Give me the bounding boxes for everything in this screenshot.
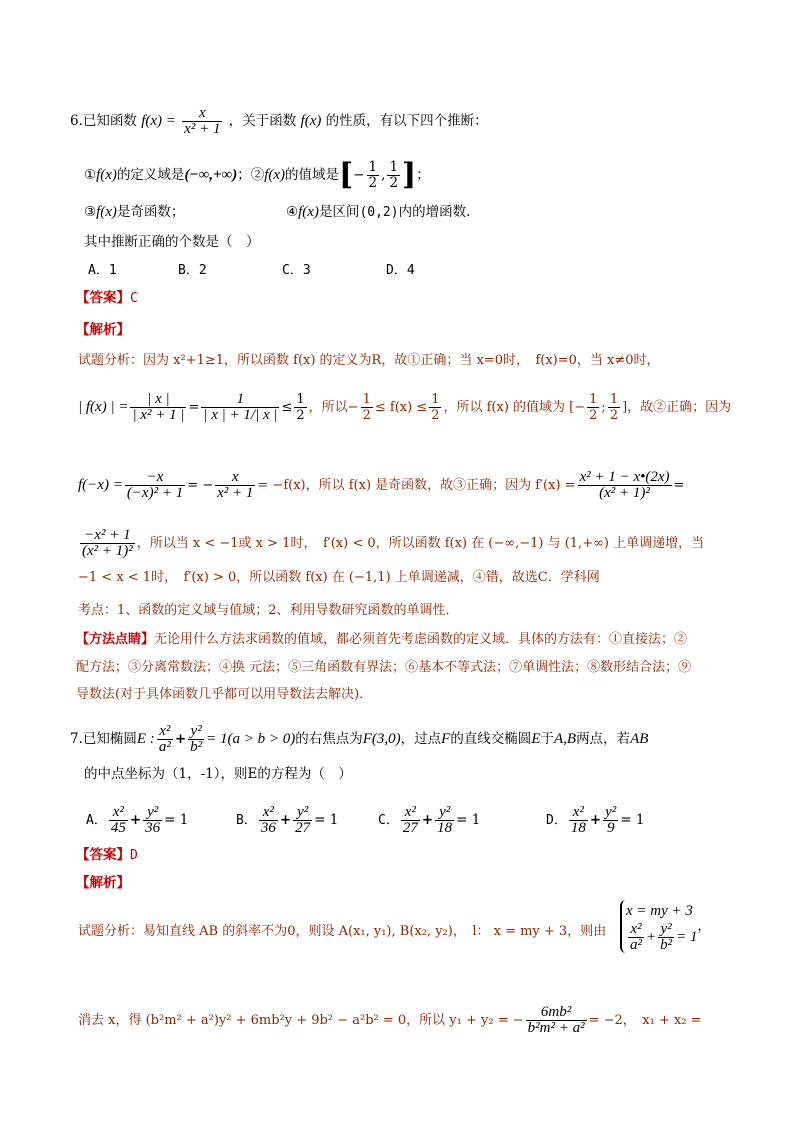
q7-a-eq: = 1 bbox=[164, 812, 189, 828]
q6-a2-frac-3 bbox=[294, 392, 306, 423]
q6-a3-frac-2 bbox=[215, 470, 255, 501]
q7-sys-eq-rhs: = 1 bbox=[676, 928, 698, 945]
q6-a2-t1: ，所以− bbox=[308, 400, 359, 415]
q6-a2-f1-num: | x | bbox=[130, 392, 186, 408]
q6-method-tag: 【方法点睛】 bbox=[76, 632, 155, 647]
q7-sys-x-num: x² bbox=[628, 922, 644, 938]
q6-a2-frac-5 bbox=[429, 392, 441, 423]
q7-c-x-num: x² bbox=[401, 805, 420, 821]
q6-a2-f5-den: 2 bbox=[431, 408, 440, 423]
q6-range-frac-2 bbox=[387, 160, 400, 191]
q7-answer bbox=[76, 845, 138, 866]
q6-a3-f1-num: −x bbox=[125, 470, 185, 486]
q6-method-line-1 bbox=[76, 630, 687, 650]
q7-c-frac-x bbox=[401, 805, 420, 836]
q6-p2-mark: ；② bbox=[237, 167, 265, 183]
q6-a2-t4: ; bbox=[601, 400, 606, 415]
q6-a2-le: ≤ bbox=[281, 400, 293, 415]
q7-sys-eq-2: $\frac{\text{x²}}{\text{a²}}$ + $\frac{\text{y²}}{\text{b²}}$ = 1 bbox=[630, 921, 698, 953]
q6-a2-t3: ，所以 f(x) 的值域为 [− bbox=[443, 400, 586, 415]
q6-stem-text-3: 的性质，有以下四个推断： bbox=[325, 113, 488, 129]
q7-plus: + bbox=[174, 731, 187, 747]
q6-range-frac-1 bbox=[367, 160, 380, 191]
q7-sys-y-den: b² bbox=[660, 937, 673, 953]
q6-a4-num: −x² + 1 bbox=[80, 528, 135, 544]
q7-point-f: F bbox=[441, 731, 451, 747]
q7-frac-x-num: x² bbox=[157, 724, 173, 740]
q7-focus: F(3,0) bbox=[362, 731, 401, 747]
q7-a-x-num: x² bbox=[109, 805, 128, 821]
q6-p2-end: ； bbox=[416, 167, 430, 183]
q6-a3-f2-num: x bbox=[215, 470, 255, 486]
q6-a3-f2-den: x² + 1 bbox=[217, 485, 254, 501]
q6-mark-4: ④ bbox=[286, 204, 299, 220]
q7-frac-y-den: b² bbox=[190, 739, 203, 755]
q7-stem-text: 7.已知椭圆 bbox=[70, 731, 137, 747]
q6-analysis-line-1: 试题分析：因为 x²+1≥1，所以函数 f(x) 的定义为R，故①正确；当 x=0时， f(x)=0，当 x≠0时， bbox=[78, 353, 660, 368]
q7-b-x-den: 36 bbox=[260, 820, 276, 836]
q7-c-x-den: 27 bbox=[402, 820, 418, 836]
q7-stem-text-4: 的直线交椭圆 bbox=[450, 731, 532, 747]
q6-answer-value: C bbox=[130, 291, 138, 306]
q6-p3-text: 是奇函数； bbox=[116, 204, 185, 220]
q7-c-y-num: y² bbox=[435, 805, 454, 821]
q7-d-x-den: 18 bbox=[570, 820, 586, 836]
q7-d-y-den: 9 bbox=[606, 820, 615, 836]
q6-p1-domain: (−∞,+∞) bbox=[184, 167, 238, 183]
q6-a3-f1-den: (−x)² + 1 bbox=[126, 485, 184, 501]
q6-range-den-1: 2 bbox=[368, 175, 378, 191]
q6-a3-t2: = −f(x)，所以 f(x) 是奇函数，故③正确；因为 f′(x) = bbox=[257, 478, 576, 493]
q6-a2-frac-2 bbox=[201, 392, 279, 423]
q6-a2-f4-den: 2 bbox=[362, 408, 371, 423]
q7-d-x-num: x² bbox=[569, 805, 588, 821]
q7-d-frac-x bbox=[569, 805, 588, 836]
q6-a2-frac-6 bbox=[587, 392, 599, 423]
q6-a2-f7-den: 2 bbox=[609, 408, 619, 423]
q7-stem bbox=[70, 724, 648, 755]
q7-a-frac-y bbox=[143, 805, 162, 836]
q7-a2-t2: = −2， x₁ + x₂ = bbox=[588, 1013, 702, 1028]
q6-right-bracket: ] bbox=[402, 157, 417, 193]
q7-ab: A,B bbox=[553, 731, 577, 747]
q6-a2-f2-den: | x | + 1/| x | bbox=[203, 407, 278, 423]
q7-analysis-tag bbox=[76, 873, 130, 893]
q6-a4-den: (x² + 1)² bbox=[82, 543, 133, 559]
q6-stem-text: 6.已知函数 bbox=[70, 113, 137, 129]
q6-a2-f3-den: 2 bbox=[296, 408, 305, 423]
q7-c-frac-y bbox=[435, 805, 454, 836]
q7-analysis-label: 【解析】 bbox=[76, 875, 130, 891]
q7-frac-y-num: y² bbox=[188, 724, 204, 740]
q6-p4-text: 是区间 bbox=[318, 204, 360, 220]
q6-answer-tag: 【答案】 bbox=[76, 290, 130, 306]
q7-d-eq: = 1 bbox=[620, 812, 645, 828]
q6-a2-f2-num: 1 bbox=[201, 392, 279, 408]
q6-left-bracket: [ bbox=[339, 157, 354, 193]
q7-system-brace bbox=[620, 900, 698, 953]
q6-method-text-1: 无论用什么方法求函数的值域，都必须首先考虑函数的定义域．具体的方法有：①直接法；② bbox=[154, 632, 688, 647]
q6-propositions-1-2: ①f(x)的定义域是(−∞,+∞)；②f(x)的值域是[− $\frac{1}{2}$ , $\frac{1}{2}$ ]； bbox=[84, 157, 430, 193]
q6-ask: 其中推断正确的个数是（ ） bbox=[84, 234, 260, 250]
q7-answer-tag: 【答案】 bbox=[76, 847, 130, 863]
q6-range-num-1: 1 bbox=[368, 159, 378, 175]
q7-stem-line-2: 的中点坐标为（1，-1），则E的方程为（ ） bbox=[84, 766, 352, 782]
q7-a2-den: b²m² + a² bbox=[527, 1020, 585, 1036]
q6-p2-func: f(x) bbox=[264, 167, 286, 183]
q7-analysis-line-2 bbox=[78, 1005, 702, 1036]
q6-a2-f1-den: | x² + 1 | bbox=[132, 407, 185, 423]
q7-option-b-label: B． bbox=[236, 813, 257, 828]
q6-a2-frac-1 bbox=[130, 392, 186, 423]
q6-a4-frac bbox=[80, 528, 135, 559]
q7-e2: E bbox=[531, 731, 541, 747]
q6-a3-f3-num: x² + 1 − x•(2x) bbox=[579, 469, 670, 485]
q7-equation-system bbox=[620, 900, 711, 953]
q7-a1-text: 试题分析：易知直线 AB 的斜率不为0，则设 A(x₁, y₁), B(x₂, y₂)， l： x = my + 3，则由 bbox=[78, 924, 607, 939]
q6-analysis-line-4 bbox=[78, 528, 704, 559]
q6-p4-text-2: 内的增函数. bbox=[398, 204, 471, 220]
q7-option-a: A． $\frac{\text{x²}}{45}$ + $\frac{\text{y²}}{36}$ = 1 bbox=[86, 804, 189, 836]
q7-sys-y-num: y² bbox=[658, 922, 674, 938]
q7-eq: = 1(a > b > 0) bbox=[206, 731, 296, 747]
q7-b-x-num: x² bbox=[259, 805, 278, 821]
q7-e-label: E : bbox=[136, 731, 155, 747]
q7-analysis-line-1 bbox=[78, 922, 606, 942]
q7-a-y-den: 36 bbox=[145, 820, 161, 836]
q6-option-b: B．2 bbox=[178, 263, 207, 278]
q7-stem-text-2: 的右焦点为 bbox=[295, 731, 363, 747]
q7-frac-x bbox=[157, 724, 173, 755]
q7-b-y-num: y² bbox=[293, 805, 312, 821]
q7-option-d: D． $\frac{\text{x²}}{18}$ + $\frac{\text{y²}}{9}$ = 1 bbox=[546, 804, 645, 836]
q6-a2-f5-num: 1 bbox=[431, 392, 440, 407]
q7-c-y-den: 18 bbox=[437, 820, 453, 836]
q6-a2-frac-4 bbox=[361, 392, 373, 423]
q6-range-num-2: 1 bbox=[389, 159, 399, 175]
q6-range-den-2: 2 bbox=[389, 175, 399, 191]
q6-a2-f7-num: 1 bbox=[609, 392, 619, 407]
q6-func2: f(x) bbox=[300, 113, 322, 129]
q7-a2-t1: 消去 x，得 (b²m² + a²)y² + 6mb²y + 9b² − a²b² = 0，所以 y₁ + y₂ = − bbox=[78, 1013, 524, 1028]
q6-method-line-3: 导数法(对于具体函数几乎都可以用导数法去解决)． bbox=[76, 687, 373, 702]
q6-p3-func: f(x) bbox=[96, 204, 117, 220]
q6-func-num: x bbox=[182, 106, 222, 122]
q6-stem-text-2: ，关于函数 bbox=[228, 113, 297, 129]
q6-func-label: f(x) = bbox=[141, 113, 176, 129]
q6-p4-interval: (0,2) bbox=[359, 205, 399, 220]
q7-option-c-label: C． bbox=[378, 813, 399, 828]
q7-frac-y bbox=[188, 724, 204, 755]
q7-stem-text-6: 两点，若 bbox=[576, 731, 631, 747]
q6-a3-f3-den: (x² + 1)² bbox=[599, 485, 650, 501]
q6-analysis-tag bbox=[76, 320, 130, 340]
q6-p1-text: 的定义域是 bbox=[116, 167, 185, 183]
q7-c-eq: = 1 bbox=[456, 812, 481, 828]
q7-a2-num: 6mb² bbox=[526, 1005, 587, 1021]
q6-method-line-2: 配方法；③分离常数法；④换 元法；⑤三角函数有界法；⑥基本不等式法；⑦单调性法；⑧数形结合法；⑨ bbox=[76, 660, 692, 675]
q6-prop-3 bbox=[84, 202, 184, 222]
q6-analysis-line-3 bbox=[78, 470, 684, 501]
q7-d-frac-y bbox=[603, 805, 618, 836]
q7-option-a-label: A． bbox=[86, 813, 107, 828]
q6-mark-3: ③ bbox=[84, 204, 97, 220]
q6-a2-lhs: | f(x) | = bbox=[78, 399, 129, 415]
q7-b-frac-y bbox=[293, 805, 312, 836]
q6-a2-f3-num: 1 bbox=[296, 392, 305, 407]
q6-analysis-line-5: −1 < x < 1时， f′(x) > 0，所以函数 f(x) 在 (−1,1) 上单调递减，④错，故选C．学科网 bbox=[78, 570, 600, 585]
q6-analysis-line-2 bbox=[78, 392, 731, 423]
q6-p2-text: 的值域是 bbox=[285, 167, 340, 183]
q7-stem-text-3: ，过点 bbox=[400, 731, 442, 747]
q7-sys-frac-y bbox=[658, 922, 674, 953]
q7-sys-eq-1: x = my + 3 bbox=[626, 903, 693, 919]
q6-func-fraction bbox=[182, 106, 222, 137]
q6-option-c: C．3 bbox=[282, 263, 311, 278]
q6-a3-frac-1 bbox=[125, 470, 185, 501]
q6-a2-eq: = bbox=[188, 400, 200, 415]
q6-stem bbox=[70, 106, 488, 137]
q7-a-y-num: y² bbox=[143, 805, 162, 821]
q6-a2-frac-7 bbox=[608, 392, 620, 423]
q6-a2-t5: ]，故②正确；因为 bbox=[622, 400, 732, 415]
q7-option-b: B． $\frac{\text{x²}}{36}$ + $\frac{\text{y²}}{27}$ = 1 bbox=[236, 804, 339, 836]
q6-a2-t2: ≤ f(x) ≤ bbox=[374, 400, 428, 415]
q6-a3-t3: = bbox=[673, 478, 685, 493]
q6-a2-f4-num: 1 bbox=[362, 392, 371, 407]
q6-a3-t1: = − bbox=[187, 478, 214, 493]
q6-p1-func: f(x) bbox=[96, 167, 117, 183]
q6-a2-f6-den: 2 bbox=[589, 408, 598, 423]
q7-option-c: C． $\frac{\text{x²}}{27}$ + $\frac{\text{y²}}{18}$ = 1 bbox=[378, 804, 481, 836]
q6-prop-4 bbox=[286, 202, 470, 223]
q6-p4-func: f(x) bbox=[298, 204, 319, 220]
q6-option-d: D．4 bbox=[386, 263, 415, 278]
q7-sys-x-den: a² bbox=[630, 937, 642, 953]
q6-a4-text: ，所以当 x < −1或 x > 1时， f′(x) < 0，所以函数 f(x) 在 (−∞,−1) 与 (1,+∞) 上单调递增，当 bbox=[136, 536, 705, 551]
q7-a-frac-x bbox=[109, 805, 128, 836]
q7-b-frac-x bbox=[259, 805, 278, 836]
q7-b-eq: = 1 bbox=[314, 812, 339, 828]
q6-point: 考点：1、函数的定义域与值域；2、利用导数研究函数的单调性． bbox=[78, 603, 459, 618]
q7-a2-frac bbox=[526, 1005, 587, 1036]
q7-sys-end: ， bbox=[697, 919, 711, 934]
q7-b-y-den: 27 bbox=[295, 820, 311, 836]
q7-answer-value: D bbox=[130, 848, 138, 863]
q7-sys-frac-x bbox=[628, 922, 644, 953]
q6-option-a: A．1 bbox=[88, 263, 117, 278]
q6-func-den: x² + 1 bbox=[184, 121, 221, 137]
q6-a3-frac-3 bbox=[578, 470, 672, 501]
q6-answer bbox=[76, 288, 138, 309]
q7-frac-x-den: a² bbox=[158, 739, 171, 755]
q7-d-y-num: y² bbox=[605, 804, 617, 820]
q6-mark-1: ① bbox=[84, 167, 97, 183]
q7-ab2: AB bbox=[630, 731, 649, 747]
q6-a2-f6-num: 1 bbox=[589, 392, 598, 407]
q6-a3-lhs: f(−x) = bbox=[78, 477, 123, 493]
q6-analysis-label: 【解析】 bbox=[76, 322, 130, 338]
q7-option-d-label: D． bbox=[546, 813, 567, 828]
q7-stem-text-5: 于 bbox=[540, 731, 554, 747]
q7-a-x-den: 45 bbox=[110, 820, 126, 836]
